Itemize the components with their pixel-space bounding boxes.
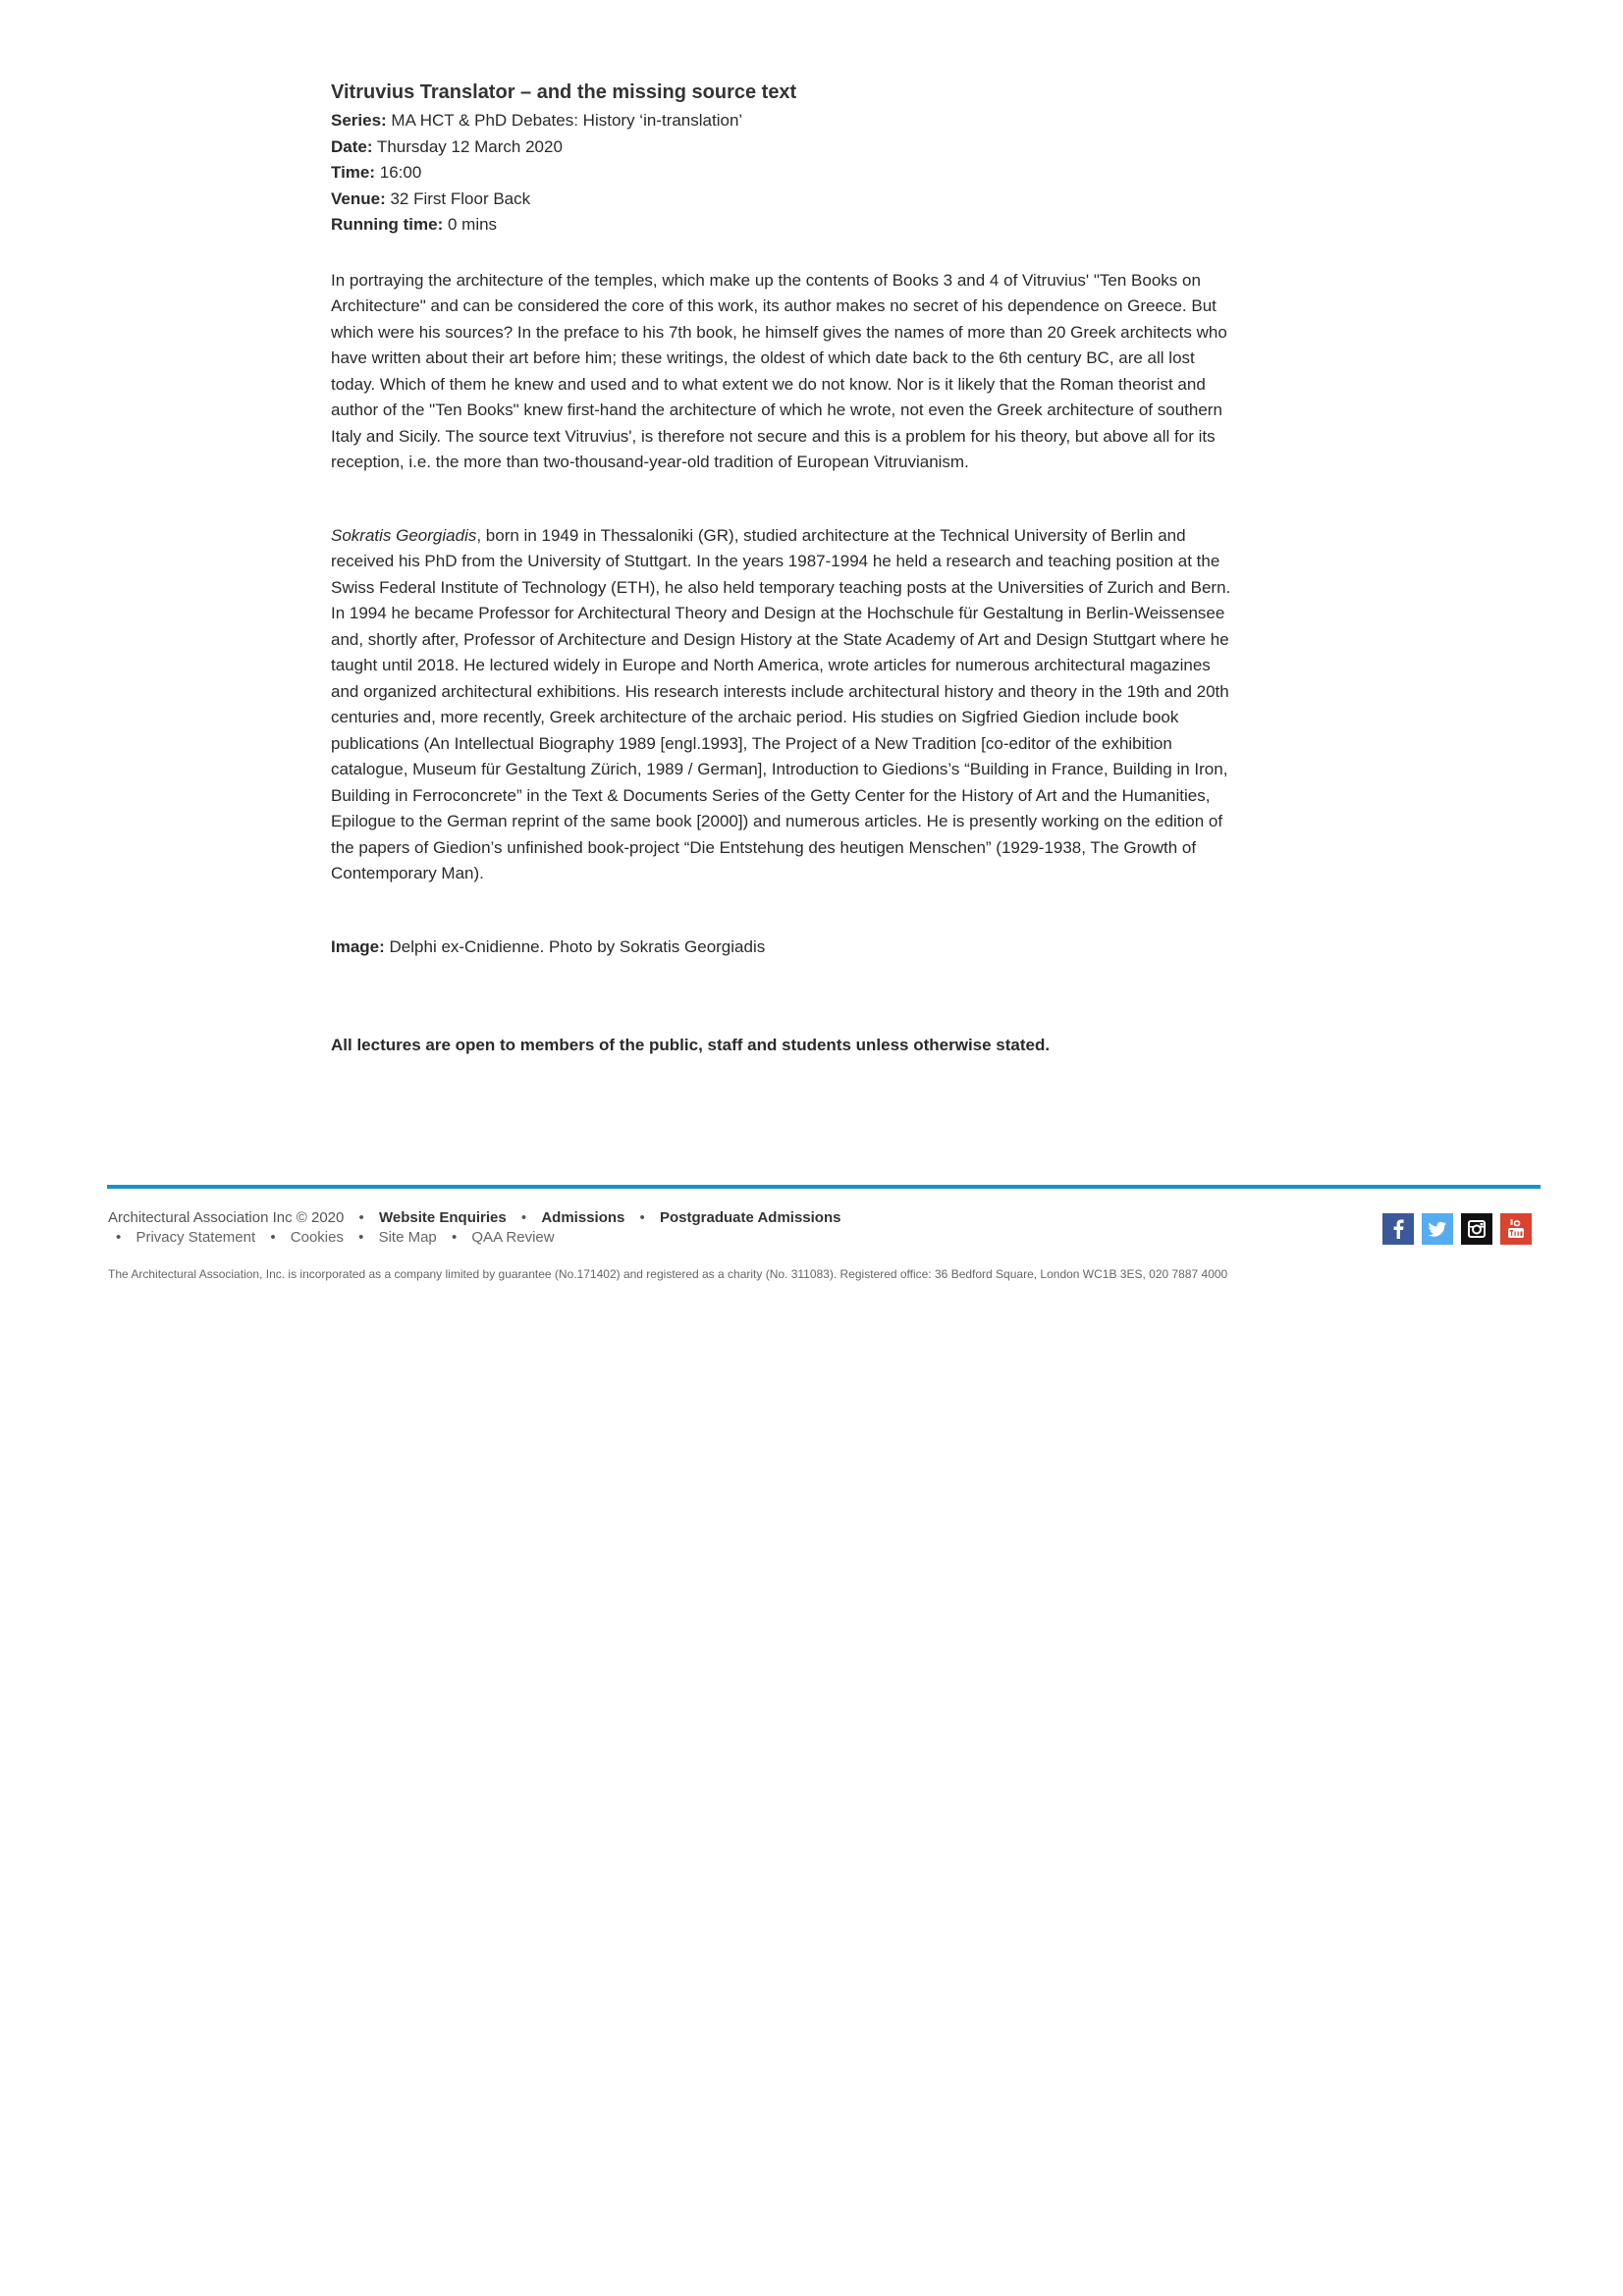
facebook-icon — [1382, 1213, 1414, 1245]
running-time-line — [331, 212, 1234, 239]
bio-text: , born in 1949 in Thessaloniki (GR), studied architecture at the Technical University of Berlin and received his PhD from the University of Stuttgart. In the years 1987-1994 he held a research and teaching position at the Swiss Federal Institute of Technology (ETH), he also held temporary teaching posts at the Universities of Zurich and Bern. In 1994 he became Professor for Architectural Theory and Design at the Hochschule für Gestaltung in Berlin-Weissensee and, shortly after, Professor of Architecture and Design History at the State Academy of Art and Design Stuttgart where he taught until 2018. He lectured widely in Europe and North America, wrote articles for numerous architectural magazines and organized architectural exhibitions. His research interests include architectural history and theory in the 19th and 20th centuries and, more recently, Greek architecture of the archaic period. His studies on Sigfried Giedion include book publications (An Intellectual Biography 1989 [engl.1993], The Project of a New Tradition [co-editor of the exhibition catalogue, Museum für Gestaltung Zürich, 1989 / German], Introduction to Giedions’s “Building in France, Building in Iron, Building in Ferroconcrete” in the Text & Documents Series of the Getty Center for the History of Art and the Humanities, Epilogue to the German reprint of the same book [2000]) and numerous articles. He is presently working on the edition of the papers of Giedion’s unfinished book-project “Die Entstehung des heutigen Menschen” (1929-1938, The Growth of Contemporary Man). — [331, 525, 1231, 882]
youtube-icon — [1500, 1213, 1532, 1245]
bio-paragraph — [331, 523, 1234, 887]
twitter-icon — [1422, 1213, 1453, 1245]
bio-name: Sokratis Georgiadis — [331, 525, 477, 545]
separator-dot: • — [358, 1229, 364, 1246]
running-time-label: Running time: — [331, 215, 444, 234]
event-content — [331, 79, 1234, 1059]
copyright-text: Architectural Association Inc © 2020 — [108, 1209, 345, 1226]
site-map-link[interactable]: Site Map — [378, 1229, 437, 1246]
footer-secondary-row — [108, 1228, 555, 1248]
date-value: Thursday 12 March 2020 — [372, 136, 563, 156]
time-line — [331, 160, 1234, 187]
separator-dot: • — [451, 1229, 458, 1246]
separator-dot: • — [270, 1229, 276, 1246]
image-credit — [331, 934, 1234, 961]
image-credit-value: Delphi ex-Cnidienne. Photo by Sokratis Georgiadis — [384, 936, 766, 956]
separator-dot: • — [639, 1209, 645, 1226]
privacy-statement-link[interactable]: Privacy Statement — [135, 1229, 256, 1246]
date-line — [331, 134, 1234, 161]
date-label: Date: — [331, 136, 373, 156]
instagram-icon — [1461, 1213, 1492, 1245]
instagram-link[interactable] — [1461, 1213, 1492, 1245]
separator-dot: • — [116, 1229, 122, 1246]
social-links — [1382, 1213, 1532, 1245]
series-value: MA HCT & PhD Debates: History ‘in-translation’ — [386, 111, 743, 130]
qaa-review-link[interactable]: QAA Review — [471, 1229, 555, 1246]
legal-notice: The Architectural Association, Inc. is incorporated as a company limited by guarantee (No.171402) and registered as a charity (No. 311083). Registered office: 36 Bedford Square, London WC1B 3ES, 020 7887 4000 — [108, 1267, 1228, 1281]
venue-value: 32 First Floor Back — [385, 188, 531, 208]
time-value: 16:00 — [375, 163, 422, 182]
footer-divider — [107, 1185, 1541, 1189]
facebook-link[interactable] — [1382, 1213, 1414, 1245]
series-line — [331, 108, 1234, 134]
image-credit-label: Image: — [331, 936, 385, 956]
venue-line — [331, 187, 1234, 213]
venue-label: Venue: — [331, 188, 386, 208]
running-time-value: 0 mins — [443, 215, 498, 234]
footer-primary-row — [108, 1208, 840, 1228]
event-title: Vitruvius Translator – and the missing source text — [331, 81, 797, 103]
time-label: Time: — [331, 163, 376, 182]
website-enquiries-link[interactable]: Website Enquiries — [378, 1209, 507, 1226]
separator-dot: • — [520, 1209, 527, 1226]
postgraduate-admissions-link[interactable]: Postgraduate Admissions — [659, 1209, 841, 1226]
series-label: Series: — [331, 111, 387, 130]
cookies-link[interactable]: Cookies — [290, 1229, 344, 1246]
twitter-link[interactable] — [1422, 1213, 1453, 1245]
separator-dot: • — [358, 1209, 364, 1226]
admissions-link[interactable]: Admissions — [541, 1209, 625, 1226]
abstract-paragraph: In portraying the architecture of the temples, which make up the contents of Books 3 and 4 of Vitruvius' "Ten Books on Architecture" and can be considered the core of this work, its author makes no secret of his dependence on Greece. But which were his sources? In the preface to his 7th book, he himself gives the names of more than 20 Greek architects who have written about their art before him; these writings, the oldest of which date back to the 6th century BC, are all lost today. Which of them he knew and used and to what extent we do not know. Nor is it likely that the Roman theorist and author of the "Ten Books" knew first-hand the architecture of which he wrote, not even the Greek architecture of southern Italy and Sicily. The source text Vitruvius', is therefore not secure and this is a problem for his theory, but above all for its reception, i.e. the more than two-thousand-year-old tradition of European Vitruvianism. — [331, 270, 1227, 471]
public-notice: All lectures are open to members of the public, staff and students unless otherwise stated. — [331, 1036, 1051, 1054]
youtube-link[interactable] — [1500, 1213, 1532, 1245]
